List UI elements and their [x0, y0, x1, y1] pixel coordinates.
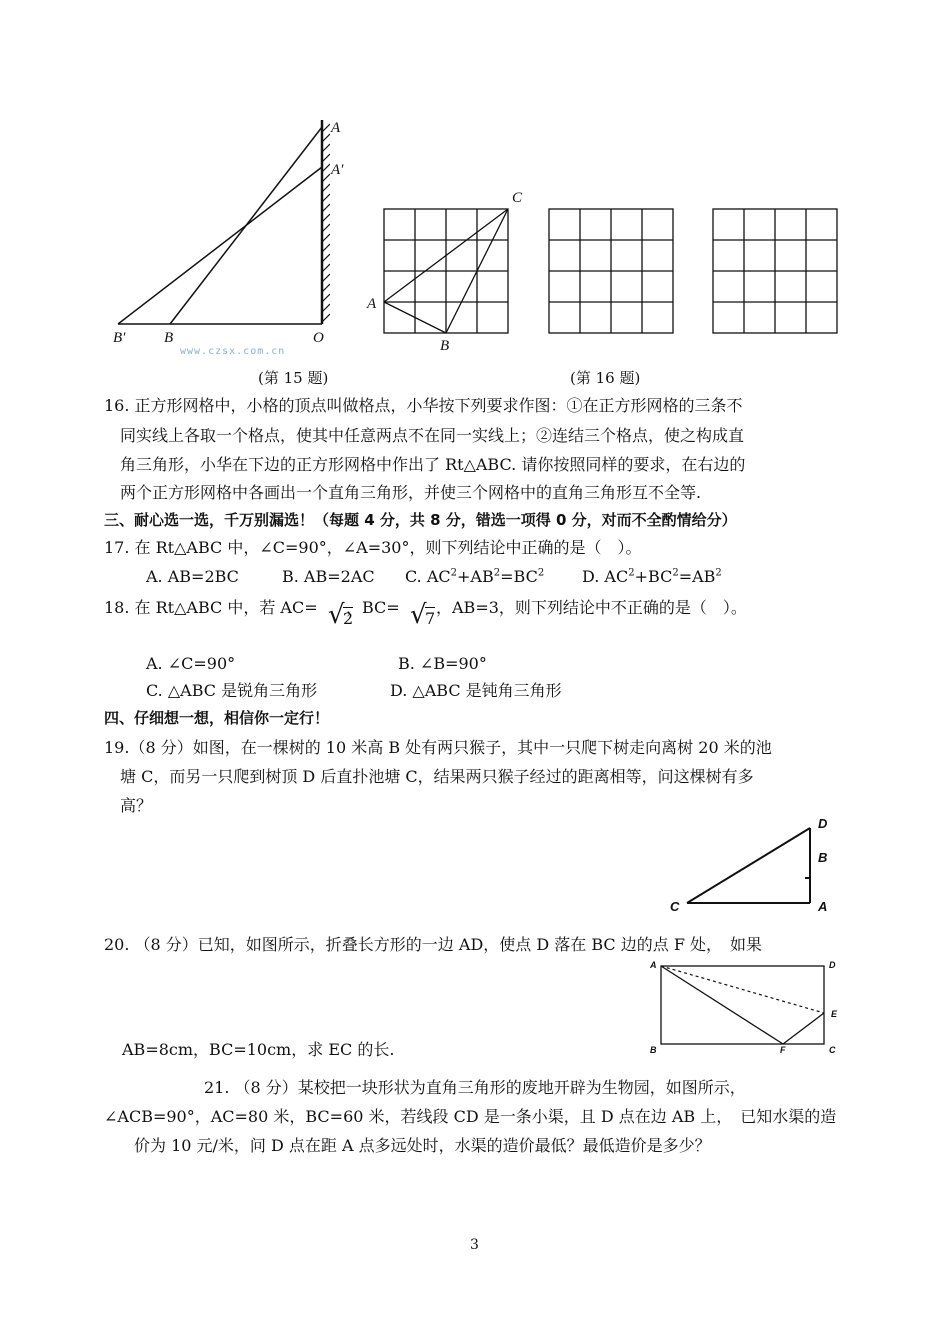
q21-line-2: ∠ACB=90°，AC=80 米，BC=60 米，若线段 CD 是一条小渠，且 D 点在边 AB 上， 已知水渠的造: [104, 1107, 837, 1126]
fig15-label-O: O: [313, 330, 324, 346]
fig16-label-A: A: [367, 296, 377, 312]
fig20-label-F: F: [780, 1045, 786, 1055]
q18-stem-pre: 18. 在 Rt△ABC 中，若 AC=: [104, 598, 318, 617]
q17-option-b: B. AB=2AC: [282, 567, 375, 586]
fig19-label-D: D: [818, 816, 828, 831]
fig15-label-A: A: [331, 120, 341, 136]
figure-16-grid-3[interactable]: [709, 205, 844, 340]
q18-stem-mid: ，BC=: [346, 598, 400, 617]
watermark: www.czsx.com.cn: [180, 346, 286, 357]
figure-15: [100, 110, 330, 350]
q16-line-4: 两个正方形网格中各画出一个直角三角形，并使三个网格中的直角三角形互不全等.: [120, 483, 702, 502]
ladder-A2B2: [118, 167, 322, 324]
fig16-caption: (第 16 题): [570, 369, 641, 387]
fig16-label-C: C: [512, 190, 523, 206]
q17-option-a: A. AB=2BC: [146, 567, 239, 586]
fig20-label-A: A: [650, 960, 657, 970]
q17-stem: 17. 在 Rt△ABC 中，∠C=90°，∠A=30°，则下列结论中正确的是（ ）。: [104, 538, 642, 557]
fig19-label-B: B: [818, 850, 828, 865]
fig20-label-D: D: [829, 960, 836, 970]
q18-stem-post: ，AB=3，则下列结论中不正确的是（ ）。: [436, 598, 747, 617]
fig15-label-B2: B′: [113, 330, 126, 346]
q20-line-2: AB=8cm，BC=10cm，求 EC 的长.: [122, 1040, 395, 1059]
q17-option-d: D. $AC^2+BC^2=AB^2$: [582, 567, 722, 586]
page-number: 3: [470, 1237, 479, 1253]
q19-line-3: 高？: [120, 796, 153, 815]
fig19-label-A: A: [818, 899, 828, 914]
q16-line-1: 16. 正方形网格中，小格的顶点叫做格点，小华按下列要求作图：①在正方形网格的三条不: [104, 396, 743, 415]
section-4-heading: 四、仔细想一想，相信你一定行！: [104, 709, 330, 727]
figure-19: [680, 820, 820, 915]
q16-line-3: 角三角形，小华在下边的正方形网格中作出了 Rt△ABC. 请你按照同样的要求，在右边的: [120, 455, 746, 474]
q18-option-b: B. ∠B=90°: [398, 654, 487, 673]
fig15-label-A2: A′: [331, 162, 344, 178]
fig20-label-B: B: [650, 1045, 657, 1055]
fig15-caption: (第 15 题): [258, 369, 329, 387]
q21-line-1: 21. （8 分）某校把一块形状为直角三角形的废地开辟为生物园，如图所示，: [204, 1078, 746, 1097]
q19-line-1: 19.（8 分）如图，在一棵树的 10 米高 B 处有两只猴子，其中一只爬下树走向离树 20 米的池: [104, 738, 772, 757]
q20-line-1: 20. （8 分）已知，如图所示，折叠长方形的一边 AD，使点 D 落在 BC 边的点 F 处， 如果: [104, 935, 763, 954]
q18-option-d: D. △ABC 是钝角三角形: [390, 681, 562, 700]
fig19-label-C: C: [670, 899, 680, 914]
q21-line-3: 价为 10 元/米，问 D 点在距 A 点多远处时，水渠的造价最低？最低造价是多少？: [134, 1136, 711, 1155]
figure-20: [655, 960, 830, 1050]
fig20-label-C: C: [829, 1045, 836, 1055]
q19-line-2: 塘 C，而另一只爬到树顶 D 后直扑池塘 C，结果两只猴子经过的距离相等，问这棵树有多: [120, 767, 754, 786]
fig15-label-B: B: [164, 330, 174, 346]
fig16-label-B: B: [440, 338, 450, 354]
q18-option-a: A. ∠C=90°: [146, 654, 236, 673]
figure-16-grid-2[interactable]: [545, 205, 680, 340]
q18-option-c: C. △ABC 是锐角三角形: [146, 681, 318, 700]
q16-line-2: 同实线上各取一个格点，使其中任意两点不在同一实线上；②连结三个格点，使之构成直: [120, 426, 745, 445]
section-3-heading: 三、耐心选一选，千万别漏选！（每题 4 分，共 8 分，错选一项得 0 分，对而不全酌情给分）: [104, 511, 737, 529]
q17-option-c: C. $AC^2+AB^2=BC^2$: [405, 567, 545, 586]
fig20-label-E: E: [831, 1009, 838, 1019]
figure-16-grid-1: [380, 205, 515, 340]
